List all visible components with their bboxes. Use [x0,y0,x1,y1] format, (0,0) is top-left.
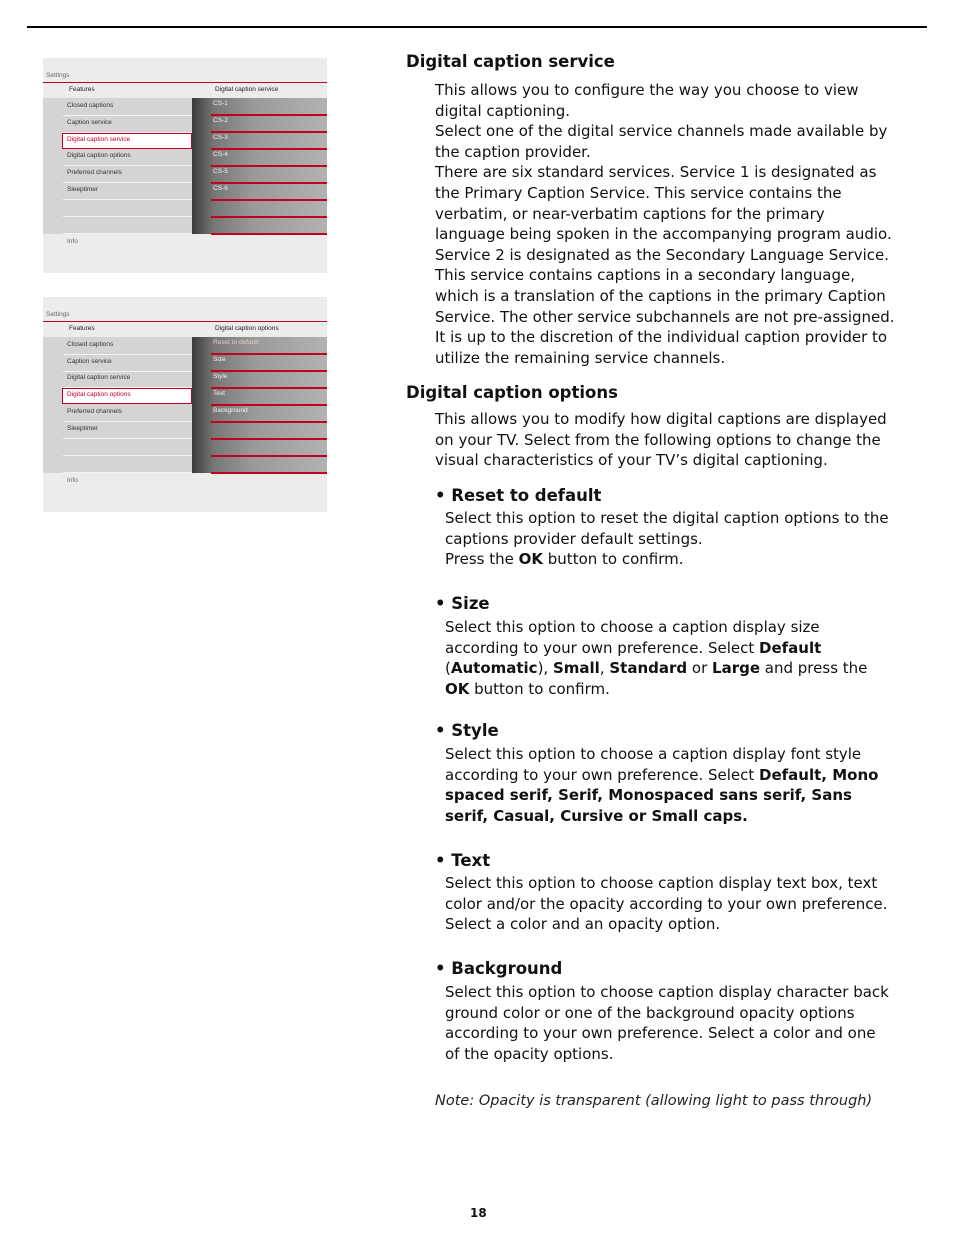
menu-option[interactable]: CS-1 [211,98,327,116]
menu-settings-label: Settings [46,311,70,318]
paragraph: There are six standard services. Service 1 is designated as the Primary Caption Service. This service contains the verbatim, or near-verbatim captions for the primary language being spoken in the accompanying program audio. [435,163,892,244]
bullet-heading-text: • Text [435,851,491,870]
menu-option-empty [211,456,327,474]
bullet-body-reset [445,508,890,570]
menu-item[interactable]: Sleeptimer [63,183,192,200]
menu-info-label: Info [67,238,78,245]
menu-option-empty [211,439,327,457]
bullet-body-size: Select this option to choose a caption display size according to your own preference. Select Default (Automatic), Small, Standard or Large and press the OK button to confirm. [445,618,868,698]
menu-option[interactable]: CS-2 [211,115,327,133]
menu-option-empty [211,422,327,440]
menu-header-line [43,321,327,322]
paragraph: This allows you to configure the way you choose to view digital captioning. [435,81,859,120]
menu-option[interactable]: CS-6 [211,183,327,201]
bullet-heading-reset: • Reset to default [435,486,602,505]
menu-item[interactable]: Closed captions [63,99,192,116]
bullet-heading-style: • Style [435,721,499,740]
reset-line: Select this option to reset the digital caption options to the captions provider default settings. [445,509,889,548]
menu-header-line [43,82,327,83]
menu-screenshot-caption-options [43,297,327,512]
paragraph: It is up to the discretion of the individual caption provider to utilize the remaining service channels. [435,328,888,367]
page-number: 18 [470,1206,487,1220]
menu-left-header: Features [69,325,95,332]
bullet-body-background: Select this option to choose caption display character back ground color or one of the background opacity options according to your own preference. Select a color and one of the opacity options. [445,983,889,1063]
ok-keyword: OK [518,550,544,569]
menu-item-empty [63,217,192,234]
menu-option-empty [211,217,327,235]
section-heading-digital-caption-options: Digital caption options [406,383,618,402]
menu-item-empty [63,456,192,473]
reset-press-line: Press the OK button to confirm. [445,550,684,569]
section-heading-options-wrap [406,383,896,402]
menu-option[interactable]: Text [211,388,327,406]
section-heading-digital-caption-service: Digital caption service [406,52,615,71]
menu-option-empty [211,200,327,218]
bullet-heading-background: • Background [435,959,563,978]
menu-item[interactable]: Caption service [63,116,192,133]
menu-item[interactable]: Digital caption options [63,149,192,166]
menu-item[interactable]: Sleeptimer [63,422,192,439]
menu-option[interactable]: Style [211,371,327,389]
section-heading-service-wrap [406,52,896,71]
menu-item-selected[interactable]: Digital caption options [62,388,192,404]
paragraph: This allows you to modify how digital captions are displayed on your TV. Select from the following options to change the visual characteristics of your TV’s digital captioning. [435,410,887,470]
bullet-body-style: Select this option to choose a caption display font style according to your own preference. Select Default, Mono spaced serif, Serif, Monospaced sans serif, Sans serif, Casual, Cursive or Small caps. [445,745,879,825]
menu-right-header: Digital caption service [215,86,279,93]
menu-item-selected[interactable]: Digital caption service [62,133,192,149]
menu-item[interactable]: Closed captions [63,338,192,355]
top-rule [27,26,927,28]
menu-option[interactable]: CS-4 [211,149,327,167]
opacity-note: Note: Opacity is transparent (allowing light to pass through) [435,1093,873,1109]
menu-option[interactable]: CS-3 [211,132,327,150]
menu-item[interactable]: Caption service [63,355,192,372]
paragraph: Service 2 is designated as the Secondary Language Service. This service contains captions in a secondary language, which is a translation of the captions in the primary Caption Service. The other service subchannels are not pre-assigned. [435,245,895,326]
menu-left-header: Features [69,86,95,93]
menu-item-empty [63,439,192,456]
menu-item[interactable]: Preferred channels [63,166,192,183]
section-body-digital-caption-service [435,80,895,368]
menu-right-header: Digital caption options [215,325,279,332]
section-body-digital-caption-options [435,409,895,471]
bullet-body-text: Select this option to choose caption display text box, text color and/or the opacity according to your own preference. Select a color and an opacity option. [445,874,888,934]
menu-item-empty [63,200,192,217]
menu-item[interactable]: Digital caption service [63,371,192,388]
bullet-heading-size: • Size [435,594,490,613]
menu-item[interactable]: Preferred channels [63,405,192,422]
menu-option-highlighted[interactable]: Reset to default [211,337,327,355]
menu-option[interactable]: Background [211,405,327,423]
menu-option[interactable]: Size [211,354,327,372]
menu-screenshot-caption-service [43,58,327,273]
menu-info-label: Info [67,477,78,484]
menu-option[interactable]: CS-5 [211,166,327,184]
paragraph: Select one of the digital service channels made available by the caption provider. [435,122,888,161]
menu-settings-label: Settings [46,72,70,79]
